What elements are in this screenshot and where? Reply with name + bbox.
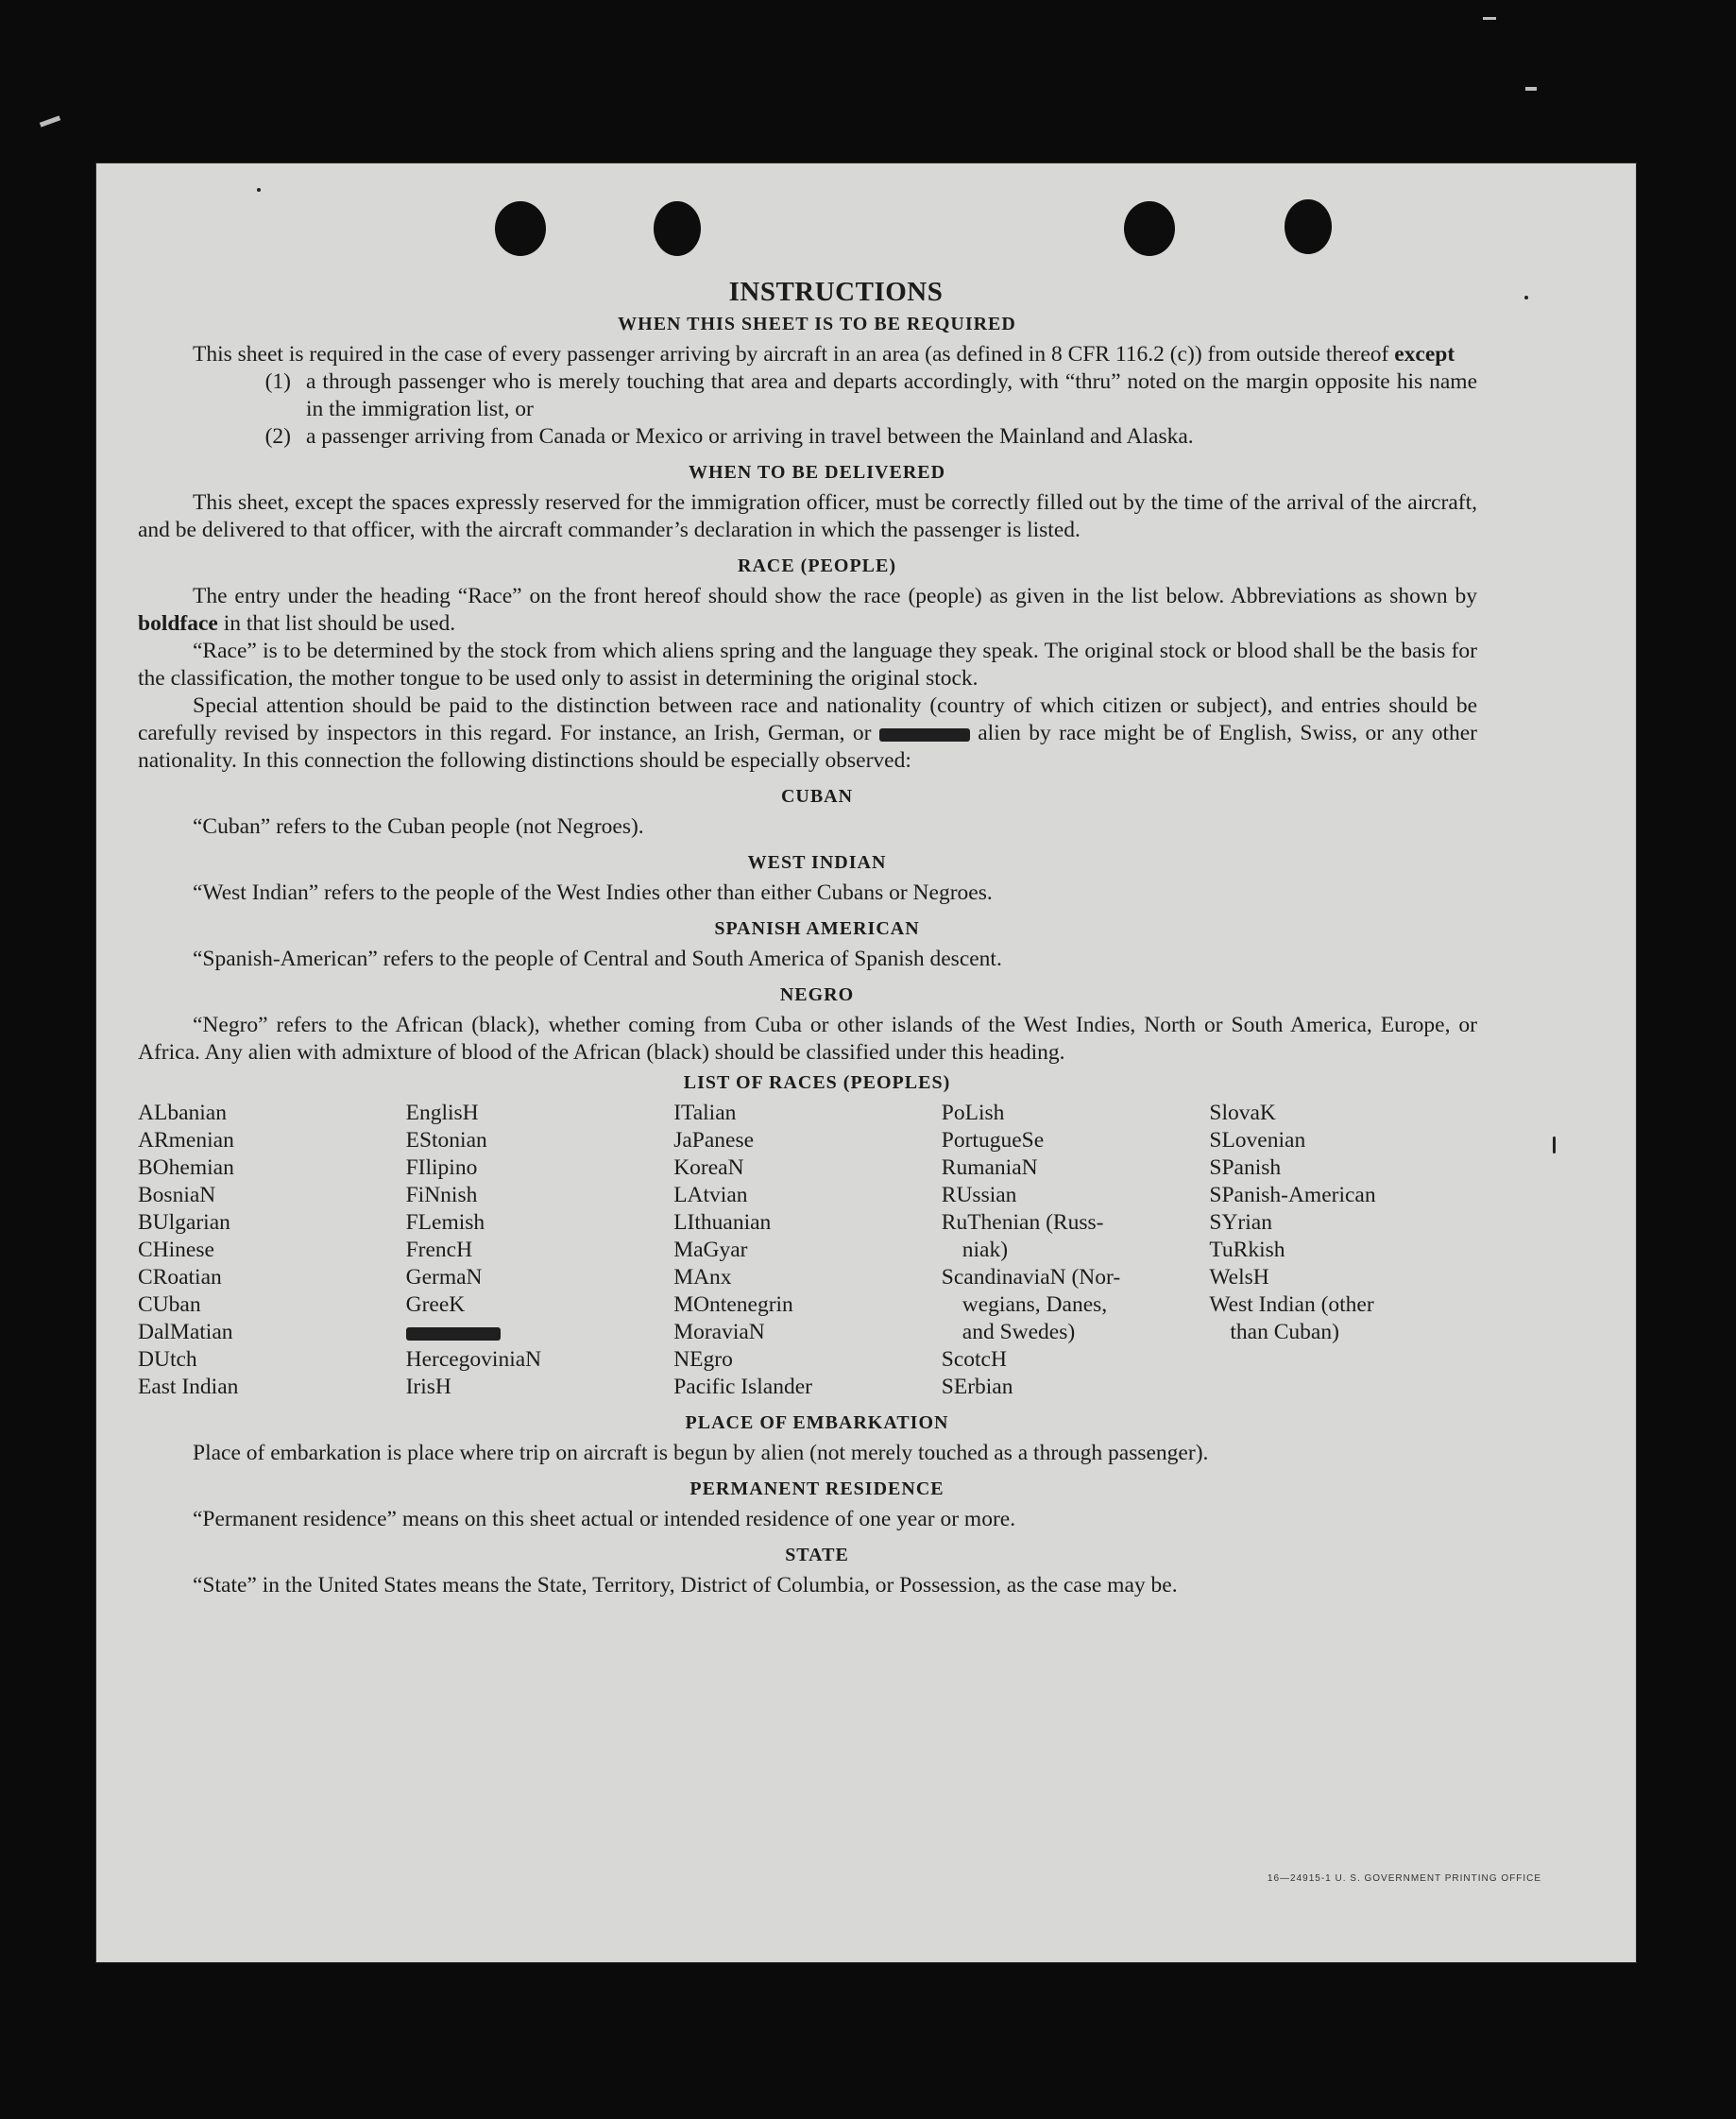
race-entry: WelsH bbox=[1209, 1265, 1269, 1290]
section-heading-list-of-races: LIST OF RACES (PEOPLES) bbox=[683, 1072, 951, 1093]
instructions-body bbox=[138, 277, 1477, 1599]
printing-office-code: 16—24915-1 U. S. GOVERNMENT PRINTING OFFICE bbox=[1267, 1873, 1541, 1884]
race-entry: MAnx bbox=[673, 1265, 732, 1290]
section-heading-negro: NEGRO bbox=[779, 984, 855, 1005]
section-heading-when-required: WHEN THIS SHEET IS TO BE REQUIRED bbox=[618, 314, 1016, 334]
state-text: “State” in the United States means the State, Territory, District of Columbia, or Possession, as the case may be. bbox=[193, 1573, 1178, 1598]
race-entry: EStonian bbox=[405, 1128, 487, 1153]
race-paragraph-2: “Race” is to be determined by the stock from which aliens spring and the language they speak. The original stock or blood shall be the basis for the classification, the mother tongue to be used only to assist in determining the original stock. bbox=[138, 639, 1477, 691]
race-entry: DalMatian bbox=[138, 1320, 233, 1344]
punch-hole bbox=[1124, 201, 1175, 256]
race-entry-continued: wegians, Danes, bbox=[962, 1292, 1108, 1317]
races-column-2 bbox=[406, 1100, 674, 1401]
page-title: INSTRUCTIONS bbox=[728, 277, 944, 307]
item-number: (1) bbox=[264, 369, 291, 394]
section-heading-when-delivered: WHEN TO BE DELIVERED bbox=[688, 462, 946, 483]
race-entry: TuRkish bbox=[1209, 1238, 1285, 1262]
race-entry: FrencH bbox=[405, 1238, 473, 1262]
section-heading-race: RACE (PEOPLE) bbox=[738, 555, 896, 576]
except-emphasis: except bbox=[1394, 342, 1455, 367]
race-entry: MaGyar bbox=[673, 1238, 748, 1262]
punch-hole bbox=[1285, 199, 1332, 254]
races-column-3 bbox=[673, 1100, 942, 1401]
permanent-residence-text: “Permanent residence” means on this sheet actual or intended residence of one year or more. bbox=[193, 1507, 1016, 1531]
race-entry: EnglisH bbox=[405, 1101, 479, 1125]
race-entry: HercegoviniaN bbox=[405, 1347, 542, 1372]
race-entry: ScandinaviaN (Nor- bbox=[941, 1265, 1121, 1290]
speck bbox=[257, 188, 261, 192]
scan-mark bbox=[1525, 87, 1537, 91]
race-entry: SLovenian bbox=[1209, 1128, 1306, 1153]
item-text: a passenger arriving from Canada or Mexico or arriving in travel between the Mainland and Alaska. bbox=[306, 424, 1194, 449]
item-number: (2) bbox=[264, 424, 291, 449]
race-entry: GermaN bbox=[405, 1265, 483, 1290]
race-entry: CUban bbox=[138, 1292, 201, 1317]
section-heading-cuban: CUBAN bbox=[780, 786, 854, 807]
negro-text: “Negro” refers to the African (black), whether coming from Cuba or other islands of the West Indies, North or South America, Europe, or Africa. Any alien with admixture of blood of the African (black) should be classified under this heading. bbox=[138, 1013, 1477, 1065]
race-entry: GreeK bbox=[405, 1292, 466, 1317]
race-entry: RUssian bbox=[941, 1183, 1017, 1207]
race-entry: MOntenegrin bbox=[673, 1292, 793, 1317]
race-entry: SPanish-American bbox=[1209, 1183, 1376, 1207]
race-entry-continued: and Swedes) bbox=[962, 1320, 1076, 1344]
punch-hole bbox=[654, 201, 701, 256]
race-entry: BUlgarian bbox=[138, 1210, 230, 1235]
scan-mark bbox=[1483, 17, 1496, 20]
race-entry-redacted bbox=[406, 1319, 674, 1346]
redaction-mark bbox=[406, 1327, 501, 1341]
exception-item-1 bbox=[138, 368, 1477, 423]
race-entry: PoLish bbox=[941, 1101, 1005, 1125]
section-heading-permanent-residence: PERMANENT RESIDENCE bbox=[689, 1478, 945, 1499]
item-text: a through passenger who is merely touching that area and departs accordingly, with “thru” noted on the margin opposite his name in the immigration list, or bbox=[306, 369, 1477, 421]
race-entry: SErbian bbox=[941, 1375, 1013, 1399]
when-required-intro-text: This sheet is required in the case of every passenger arriving by aircraft in an area (as defined in 8 CFR 116.2 (c)) from outside thereof bbox=[193, 342, 1389, 367]
punch-hole bbox=[495, 201, 546, 256]
race-p1-text: The entry under the heading “Race” on the front hereof should show the race (people) as given in the list below. Abbreviations as shown by bbox=[193, 584, 1477, 608]
race-entry: RuThenian (Russ- bbox=[941, 1210, 1104, 1235]
cuban-text: “Cuban” refers to the Cuban people (not Negroes). bbox=[193, 814, 644, 839]
races-list bbox=[138, 1100, 1477, 1401]
race-entry: East Indian bbox=[138, 1375, 239, 1399]
races-column-1 bbox=[138, 1100, 406, 1401]
race-paragraph-1 bbox=[138, 583, 1477, 638]
race-entry: JaPanese bbox=[673, 1128, 755, 1153]
section-heading-spanish-american: SPANISH AMERICAN bbox=[714, 918, 920, 939]
instruction-sheet bbox=[96, 163, 1636, 1962]
race-entry: BosniaN bbox=[138, 1183, 216, 1207]
races-column-4 bbox=[942, 1100, 1210, 1401]
speck bbox=[1553, 1136, 1556, 1153]
race-entry-continued: niak) bbox=[962, 1238, 1009, 1262]
race-entry: KoreaN bbox=[673, 1155, 744, 1180]
race-entry: FIlipino bbox=[405, 1155, 478, 1180]
race-entry: ARmenian bbox=[138, 1128, 234, 1153]
redaction-mark bbox=[879, 728, 970, 742]
section-heading-embarkation: PLACE OF EMBARKATION bbox=[685, 1412, 949, 1433]
embarkation-text: Place of embarkation is place where trip on aircraft is begun by alien (not merely touched as a through passenger). bbox=[193, 1441, 1209, 1465]
race-entry: MoraviaN bbox=[673, 1320, 765, 1344]
race-entry-continued: than Cuban) bbox=[1230, 1320, 1339, 1344]
race-entry: SlovaK bbox=[1209, 1101, 1276, 1125]
section-heading-west-indian: WEST INDIAN bbox=[747, 852, 887, 873]
scan-mark bbox=[40, 115, 60, 127]
boldface-emphasis: boldface bbox=[138, 611, 218, 636]
race-entry: SPanish bbox=[1209, 1155, 1282, 1180]
races-column-5 bbox=[1209, 1100, 1477, 1401]
race-entry: PortugueSe bbox=[941, 1128, 1045, 1153]
race-entry: LIthuanian bbox=[673, 1210, 772, 1235]
race-p3-text: Special attention should be paid to the distinction between race and nationality (country of which citizen or subject), and entries should be carefully revised by inspectors in this regard. For instance, an Irish, German, or bbox=[138, 693, 1477, 745]
race-paragraph-3 bbox=[138, 692, 1477, 775]
race-entry: DUtch bbox=[138, 1347, 197, 1372]
race-entry: FLemish bbox=[405, 1210, 485, 1235]
race-entry: IrisH bbox=[405, 1375, 451, 1399]
race-entry: RumaniaN bbox=[941, 1155, 1038, 1180]
spanish-american-text: “Spanish-American” refers to the people of Central and South America of Spanish descent. bbox=[193, 947, 1002, 971]
west-indian-text: “West Indian” refers to the people of the West Indies other than either Cubans or Negroes. bbox=[193, 880, 993, 905]
race-p1-text-end: in that list should be used. bbox=[223, 611, 456, 636]
race-entry: Pacific Islander bbox=[673, 1375, 812, 1399]
speck bbox=[1524, 296, 1528, 299]
exception-item-2 bbox=[138, 423, 1477, 451]
race-entry: ALbanian bbox=[138, 1101, 227, 1125]
race-entry: LAtvian bbox=[673, 1183, 748, 1207]
race-entry: West Indian (other bbox=[1209, 1292, 1374, 1317]
section-heading-state: STATE bbox=[785, 1545, 849, 1565]
race-entry: NEgro bbox=[673, 1347, 733, 1372]
race-entry: ITalian bbox=[673, 1101, 737, 1125]
when-delivered-text: This sheet, except the spaces expressly reserved for the immigration officer, must be correctly filled out by the time of the arrival of the aircraft, and be delivered to that officer, with the aircraft commander’s declaration in which the passenger is listed. bbox=[138, 490, 1477, 542]
race-p3-text-end: alien by race might be of English, Swiss, or any other nationality. In this connection the following distinctions should be especially observed: bbox=[138, 721, 1478, 773]
race-entry: ScotcH bbox=[941, 1347, 1007, 1372]
race-entry: CHinese bbox=[138, 1238, 214, 1262]
race-entry: CRoatian bbox=[138, 1265, 222, 1290]
race-entry: BOhemian bbox=[138, 1155, 234, 1180]
race-entry: FiNnish bbox=[405, 1183, 478, 1207]
race-entry: SYrian bbox=[1209, 1210, 1272, 1235]
when-required-intro bbox=[138, 341, 1477, 368]
